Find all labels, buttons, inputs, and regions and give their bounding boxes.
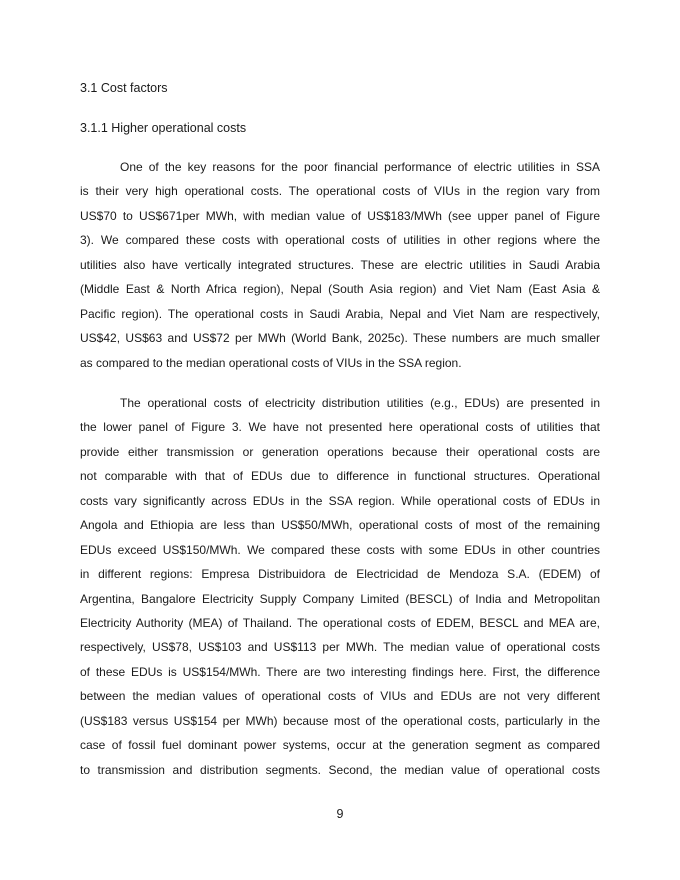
- text-line: of these EDUs is US$154/MWh. There are two interesting findings here. First, the difference: [80, 664, 600, 679]
- text-line: as compared to the median operational costs of VIUs in the SSA region.: [80, 355, 462, 370]
- text-line: is their very high operational costs. The operational costs of VIUs in the region vary from: [80, 184, 600, 199]
- text-line: to transmission and distribution segments. Second, the median value of operational costs: [80, 762, 600, 777]
- text-line: the lower panel of Figure 3. We have not presented here operational costs of utilities that: [80, 420, 600, 435]
- text-line: Pacific region). The operational costs in Saudi Arabia, Nepal and Viet Nam are respectively,: [80, 306, 600, 321]
- text-line: US$70 to US$671per MWh, with median value of US$183/MWh (see upper panel of Figure: [80, 208, 600, 223]
- paragraph-1: [80, 155, 600, 375]
- paragraph-2: [80, 391, 600, 782]
- text-line: not comparable with that of EDUs due to difference in functional structures. Operational: [80, 469, 600, 484]
- text-line: (US$183 versus US$154 per MWh) because most of the operational costs, particularly in the: [80, 713, 600, 728]
- text-line: EDUs exceed US$150/MWh. We compared these costs with some EDUs in other countries: [80, 542, 600, 557]
- text-line: (Middle East & North Africa region), Nepal (South Asia region) and Viet Nam (East Asia &: [80, 282, 600, 297]
- subsection-heading: 3.1.1 Higher operational costs: [80, 121, 247, 135]
- text-line: One of the key reasons for the poor financial performance of electric utilities in SSA: [120, 160, 600, 174]
- text-line: case of fossil fuel dominant power systems, occur at the generation segment as compared: [80, 738, 600, 753]
- text-line: utilities also have vertically integrated structures. These are electric utilities in Saudi Arabia: [80, 257, 600, 272]
- page-number: 9: [336, 807, 344, 821]
- text-line: provide either transmission or generation operations because their operational costs are: [80, 444, 600, 459]
- text-line: respectively, US$78, US$103 and US$113 per MWh. The median value of operational costs: [80, 640, 600, 655]
- section-heading: 3.1 Cost factors: [80, 81, 168, 95]
- text-line: Argentina, Bangalore Electricity Supply Company Limited (BESCL) of India and Metropolitan: [80, 591, 600, 606]
- text-line: costs vary significantly across EDUs in the SSA region. While operational costs of EDUs in: [80, 493, 600, 508]
- text-line: Angola and Ethiopia are less than US$50/MWh, operational costs of most of the remaining: [80, 518, 600, 533]
- text-line: Electricity Authority (MEA) of Thailand. The operational costs of EDEM, BESCL and MEA are,: [80, 615, 600, 630]
- text-line: US$42, US$63 and US$72 per MWh (World Bank, 2025c). These numbers are much smaller: [80, 331, 600, 346]
- text-line: The operational costs of electricity distribution utilities (e.g., EDUs) are presented in: [120, 396, 600, 410]
- text-line: between the median values of operational costs of VIUs and EDUs are not very different: [80, 689, 600, 704]
- text-line: 3). We compared these costs with operational costs of utilities in other regions where the: [80, 233, 600, 248]
- text-line: in different regions: Empresa Distribuidora de Electricidad de Mendoza S.A. (EDEM) of: [80, 567, 600, 582]
